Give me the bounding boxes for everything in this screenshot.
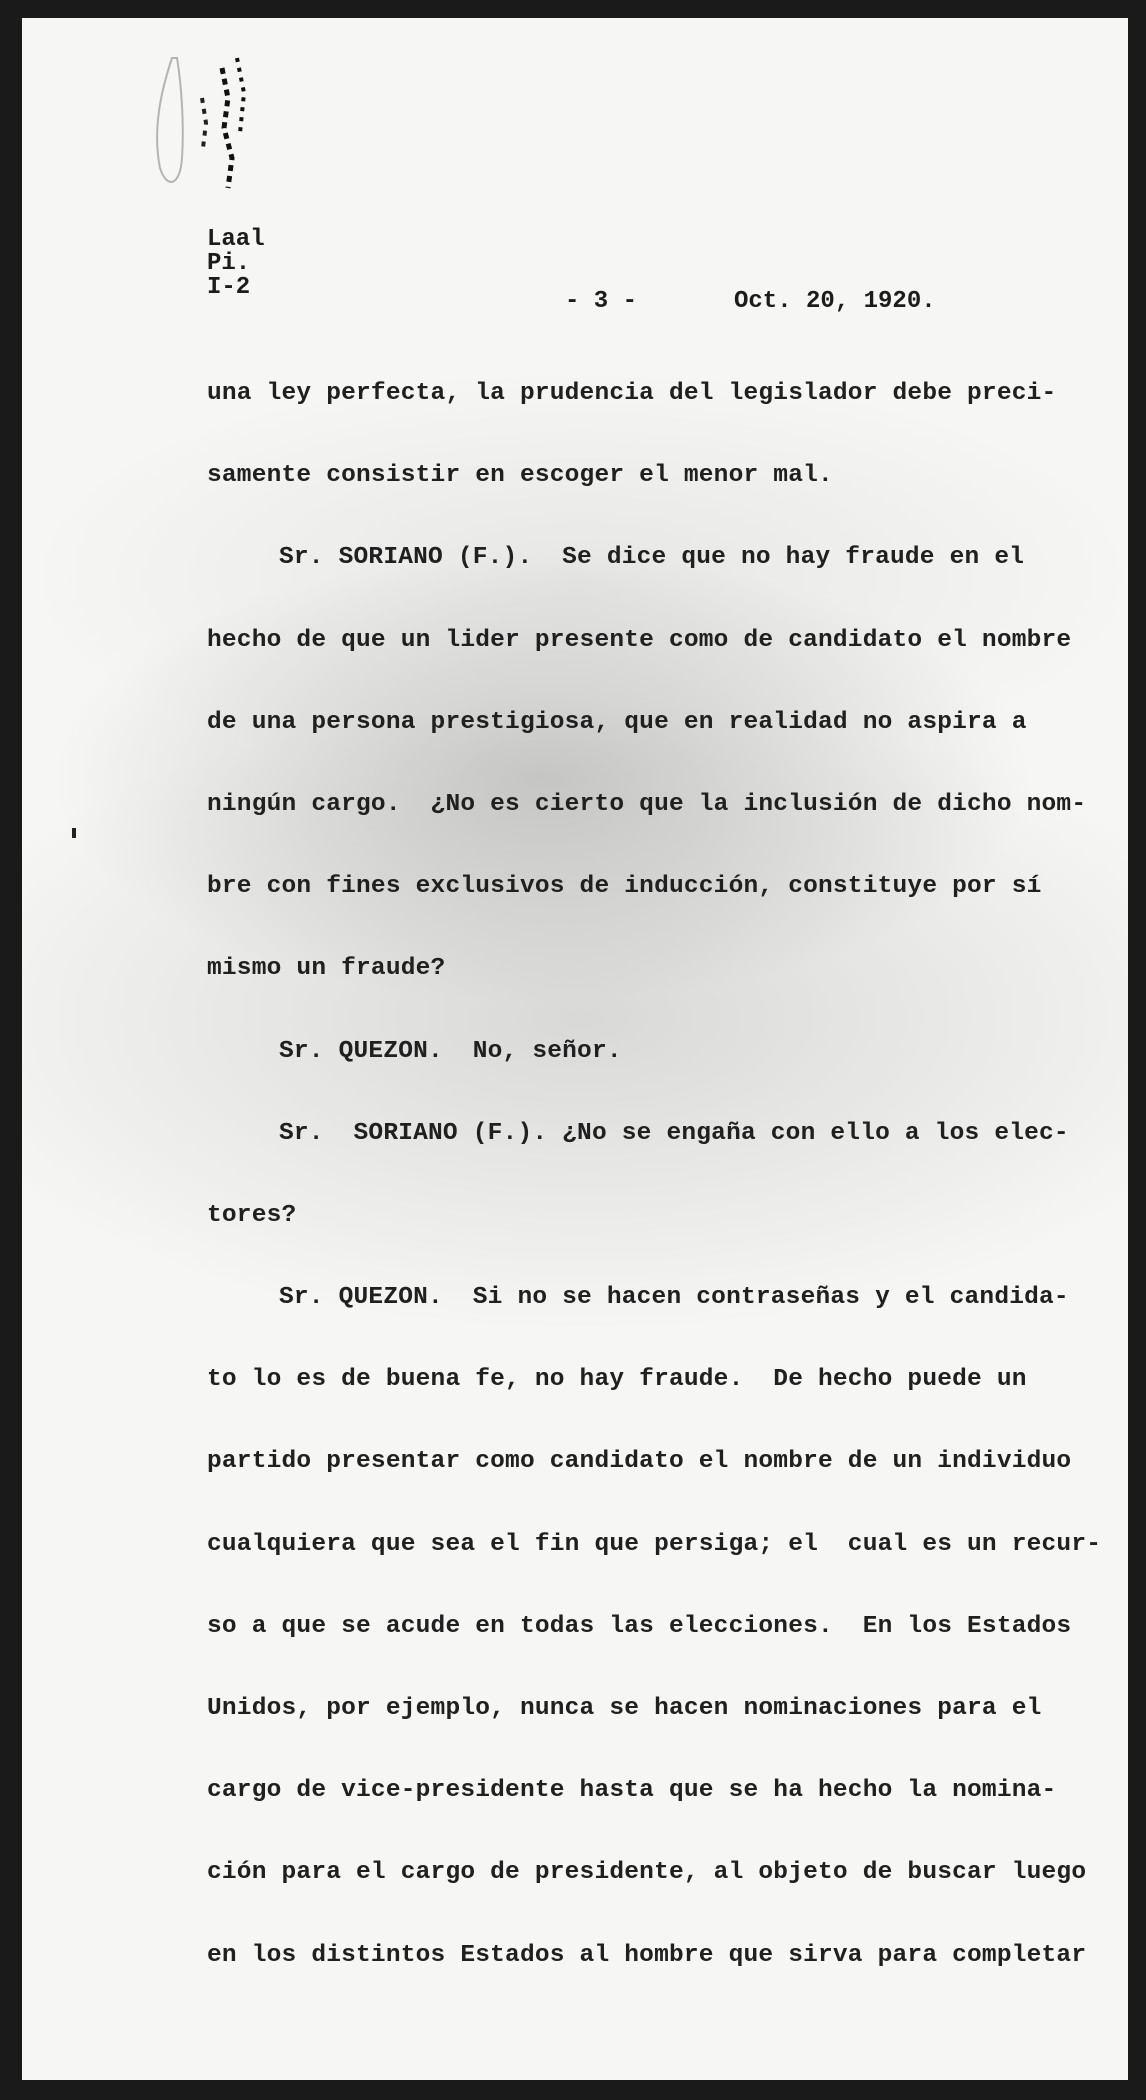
ref-line: I-2 [207,274,251,301]
document-date: Oct. 20, 1920. [734,288,936,315]
page-number: - 3 - [565,288,638,315]
speck [72,828,76,838]
text-line: ción para el cargo de presidente, al objeto de buscar luego [207,1859,1087,1887]
text-line: de una persona prestigiosa, que en realidad no aspira a [207,708,1027,736]
document-page [22,18,1128,2080]
text-line: Unidos, por ejemplo, nunca se hacen nominaciones para el [207,1695,1042,1722]
text-line: bre con fines exclusivos de inducción, constituye por sí [207,873,1042,901]
text-line: en los distintos Estados al hombre que sirva para completar [207,1941,1087,1969]
handwritten-mark [132,38,282,198]
text-line: so a que se acude en todas las elecciones. En los Estados [207,1612,1072,1640]
text-line: ningún cargo. ¿No es cierto que la inclusión de dicho nom- [207,790,1087,818]
text-line: Sr. SORIANO (F.). ¿No se engaña con ello a los elec- [279,1119,1069,1147]
text-line: cualquiera que sea el fin que persiga; el cual es un recur- [207,1530,1102,1558]
text-line: partido presentar como candidato el nombre de un individuo [207,1448,1072,1476]
text-line: tores? [207,1201,297,1229]
text-line: to lo es de buena fe, no hay fraude. De hecho puede un [207,1366,1027,1394]
text-line: hecho de que un lider presente como de candidato el nombre [207,626,1072,654]
ref-line: Pi. [207,250,251,277]
ref-line: Laal [207,226,265,253]
text-line: cargo de vice-presidente hasta que se ha hecho la nomina- [207,1777,1057,1805]
text-line: mismo un fraude? [207,955,446,983]
text-line: samente consistir en escoger el menor mal. [207,462,833,490]
text-line: Sr. QUEZON. Si no se hacen contraseñas y el candida- [279,1284,1069,1312]
text-line: Sr. QUEZON. No, señor. [279,1037,622,1065]
document-body [207,380,1102,2024]
text-line: una ley perfecta, la prudencia del legislador debe preci- [207,380,1057,407]
text-line: Sr. SORIANO (F.). Se dice que no hay fraude en el [279,544,1025,572]
